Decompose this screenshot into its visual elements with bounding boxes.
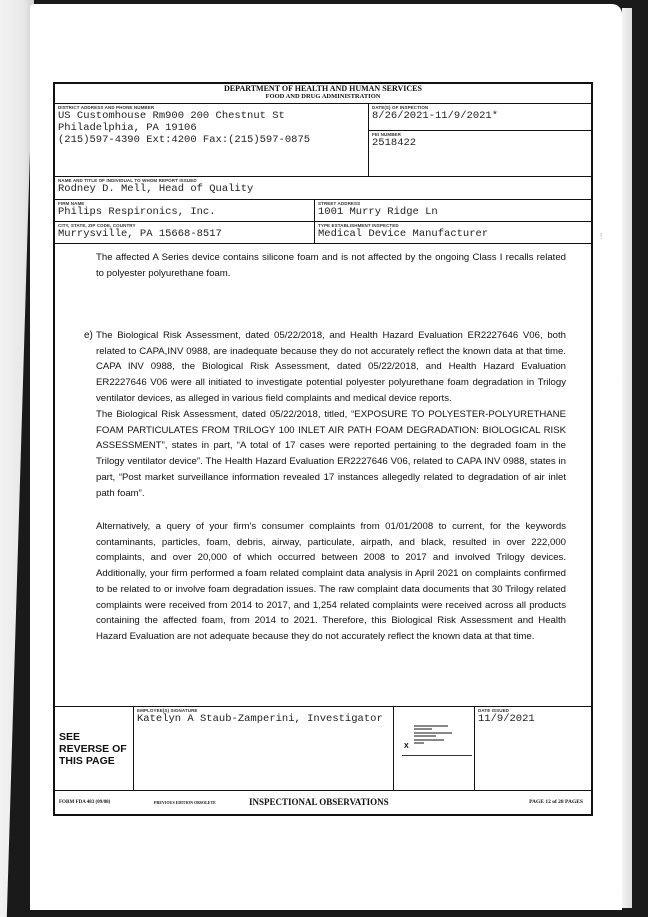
fei-number-value: 2518422 bbox=[372, 137, 417, 149]
city-row bbox=[55, 222, 591, 244]
observation-e-paragraph-2: The Biological Risk Assessment, dated 05/22/2018, titled, “EXPOSURE TO POLYESTER-POLYURETHANE FOAM PARTICULATES FROM TRILOGY 100 INLET AIR PATH FOAM DEGRADATION: BIOLOGICAL RISK ASSESSMENT”, states in part, “A total of 17 cases were reported pertaining to the degraded foam in the Trilogy ventilator device”. The Health Hazard Evaluation ER2227646 V06, related to CAPA INV 0988, states in part, “Post market surveillance information revealed 17 instances allegedly related to degradation of air inlet path foam”. bbox=[96, 409, 566, 499]
observation-e-paragraph-3: Alternatively, a query of your firm’s consumer complaints from 01/01/2008 to current, for the keywords contaminants, particles, foam, debris, airway, particulate, airpath, and black, resulted in over 222,000 complaints, and over 20,000 of which occurred between 2008 to 2017 and involved Trilogy devices. Additionally, your firm performed a foam related complaint data analysis in April 2021 on complaints confirmed to be related to or involve foam degradation issues. The raw complaint data documents that 30 Trilogy related complaints were received from 2014 to 2017, and 1,254 related complaints were received across all products containing the affected foam, from 2014 to 2021. Therefore, this Biological Risk Assessment and Health Hazard Evaluation are not adequate because they do not accurately reflect the known data at that time. bbox=[96, 521, 566, 642]
inspection-dates-value: 8/26/2021-11/9/2021* bbox=[372, 110, 499, 122]
observation-e-paragraph-1: The Biological Risk Assessment, dated 05/22/2018, and Health Hazard Evaluation ER2227646 V06, both related to CAPA,INV 0988, are inadequate because they do not accurately reflect the known data at that time. CAPA INV 0988, the Biological Risk Assessment, dated 05/22/2018, and Health Hazard Evaluation ER2227646 V06 were all initiated to investigate potential polyester polyurethane foam degradation in Trilogy ventilator devices, as alleged in various field complaints and medical device reports. bbox=[96, 330, 566, 404]
recipient-value: Rodney D. Mell, Head of Quality bbox=[58, 183, 254, 195]
district-line1: US Customhouse Rm900 200 Chestnut St bbox=[58, 110, 285, 122]
fei-number-cell bbox=[369, 131, 591, 176]
firm-name-value: Philips Respironics, Inc. bbox=[58, 206, 216, 218]
district-row bbox=[55, 104, 591, 177]
employee-signature-label: EMPLOYEE(S) SIGNATURE bbox=[137, 708, 198, 713]
establishment-type-label: TYPE ESTABLISHMENT INSPECTED bbox=[318, 223, 399, 228]
digital-signature-box bbox=[393, 707, 474, 790]
street-address-cell bbox=[314, 200, 591, 221]
observations-body bbox=[55, 244, 591, 707]
date-issued-cell bbox=[474, 707, 591, 790]
digital-signature-stamp bbox=[414, 725, 454, 745]
page-number: PAGE 12 of 28 PAGES bbox=[529, 799, 583, 805]
scan-artifact: ! bbox=[600, 232, 603, 241]
form-number: FORM FDA 483 (09/08) bbox=[59, 799, 111, 805]
firm-name-label: FIRM NAME bbox=[58, 201, 85, 206]
employee-signature-value: Katelyn A Staub-Zamperini, Investigator bbox=[137, 713, 383, 725]
form-footer bbox=[55, 791, 591, 813]
department-title: DEPARTMENT OF HEALTH AND HUMAN SERVICES bbox=[224, 84, 422, 93]
previous-edition-note: PREVIOUS EDITION OBSOLETE bbox=[154, 799, 216, 805]
employee-signature-cell bbox=[133, 707, 393, 790]
signature-x-mark: X bbox=[404, 743, 409, 750]
district-label: DISTRICT ADDRESS AND PHONE NUMBER bbox=[58, 105, 155, 110]
agency-title: FOOD AND DRUG ADMINISTRATION bbox=[265, 93, 381, 100]
fda-483-form bbox=[53, 82, 593, 816]
city-value: Murrysville, PA 15668-8517 bbox=[58, 228, 222, 240]
street-address-label: STREET ADDRESS bbox=[318, 201, 361, 206]
street-address-value: 1001 Murry Ridge Ln bbox=[318, 206, 438, 218]
form-title: INSPECTIONAL OBSERVATIONS bbox=[249, 797, 389, 807]
date-issued-label: DATE ISSUED bbox=[478, 708, 510, 713]
page-edge bbox=[622, 8, 632, 908]
establishment-type-cell bbox=[314, 222, 591, 243]
establishment-type-value: Medical Device Manufacturer bbox=[318, 228, 489, 240]
date-issued-value: 11/9/2021 bbox=[478, 713, 535, 725]
intro-paragraph: The affected A Series device contains silicone foam and is not affected by the ongoing Class I recalls related to polyester polyurethane foam. bbox=[96, 252, 566, 279]
inspection-info-cell bbox=[368, 104, 591, 176]
district-address-cell bbox=[55, 104, 368, 176]
city-cell bbox=[55, 222, 314, 243]
recipient-row bbox=[55, 177, 591, 200]
inspection-dates-cell bbox=[369, 104, 591, 131]
page-curl-shadow bbox=[0, 0, 34, 917]
firm-name-cell bbox=[55, 200, 314, 221]
item-marker-e: e) bbox=[84, 330, 93, 341]
recipient-cell bbox=[55, 177, 591, 199]
district-line3: (215)597-4390 Ext:4200 Fax:(215)597-0875 bbox=[58, 134, 311, 146]
firm-row bbox=[55, 200, 591, 222]
district-line2: Philadelphia, PA 19106 bbox=[58, 122, 197, 134]
city-label: CITY, STATE, ZIP CODE, COUNTRY bbox=[58, 223, 136, 228]
signature-line bbox=[402, 755, 472, 756]
fei-number-label: FEI NUMBER bbox=[372, 132, 401, 137]
form-header bbox=[55, 84, 591, 104]
see-reverse-note: SEE REVERSE OF THIS PAGE bbox=[59, 730, 127, 767]
recipient-label: NAME AND TITLE OF INDIVIDUAL TO WHOM REPORT ISSUED bbox=[58, 178, 197, 183]
signature-row bbox=[55, 707, 591, 791]
inspection-dates-label: DATE(S) OF INSPECTION bbox=[372, 105, 429, 110]
